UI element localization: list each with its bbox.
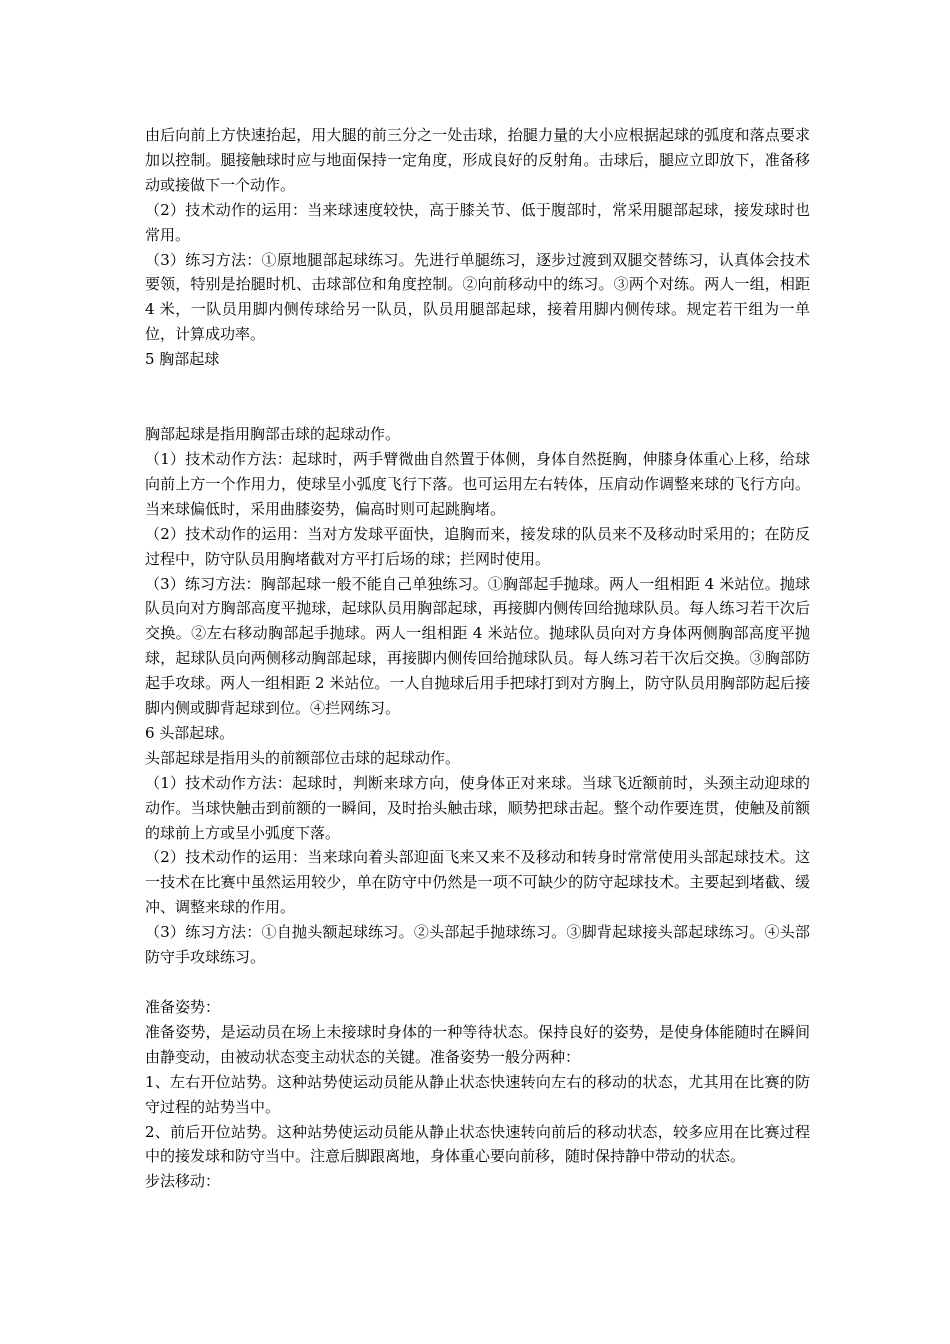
paragraph-head-definition: 头部起球是指用头的前额部位击球的起球动作。 (145, 748, 461, 767)
blank-spacer (145, 970, 810, 995)
paragraph-front-back-stance: 2、前后开位站势。这种站势使运动员能从静止状态快速转向前后的移动状态，较多应用在比赛过程中的接发球和防守当中。注意后脚跟离地，身体重心要向前移，随时保持静中带动的状态。 (145, 1122, 810, 1166)
paragraph-leg-application: （2）技术动作的运用：当来球速度较快，高于膝关节、低于腹部时，常采用腿部起球，接发球时也常用。 (145, 200, 810, 244)
paragraph-ready-stance-definition: 准备姿势，是运动员在场上未接球时身体的一种等待状态。保持良好的姿势，是使身体能随时在瞬间由静变动，由被动状态变主动状态的关键。准备姿势一般分两种： (145, 1022, 810, 1066)
paragraph-chest-application: （2）技术动作的运用：当对方发球平面快，追胸而来，接发球的队员来不及移动时采用的；在防反过程中，防守队员用胸堵截对方平打后场的球；拦网时使用。 (145, 524, 810, 568)
heading-ready-stance: 准备姿势： (145, 998, 221, 1016)
document-page (145, 123, 810, 1194)
heading-chest-pass: 5 胸部起球 (145, 350, 220, 369)
paragraph-lateral-stance: 1、左右开位站势。这种站势使运动员能从静止状态快速转向左右的移动的状态，尤其用在比赛的防守过程的站势当中。 (145, 1072, 810, 1116)
paragraph-chest-definition: 胸部起球是指用胸部击球的起球动作。 (145, 425, 401, 444)
blank-spacer (145, 372, 810, 422)
heading-footwork: 步法移动： (145, 1172, 221, 1191)
paragraph-chest-practice: （3）练习方法：胸部起球一般不能自己单独练习。①胸部起手抛球。两人一组相距 4 米站位。抛球队员向对方胸部高度平抛球，起球队员用胸部起球，再接脚内侧传回给抛球队员。每人练习若干次后交换。②左右移动胸部起手抛球。两人一组相距 4 米站位。抛球队员向对方身体两侧胸部高度平抛球，起球队员向两侧移动胸部起球，再接脚内侧传回给抛球队员。每人练习若干次后交换。③胸部防起手攻球。两人一组相距 2 米站位。一人自抛球后用手把球打到对方胸上，防守队员用胸部防起后接脚内侧或脚背起球到位。④拦网练习。 (145, 574, 810, 718)
paragraph-head-application: （2）技术动作的运用：当来球向着头部迎面飞来又来不及移动和转身时常常使用头部起球技术。这一技术在比赛中虽然运用较少，单在防守中仍然是一项不可缺少的防守起球技术。主要起到堵截、缓冲、调整来球的作用。 (145, 848, 810, 917)
paragraph-leg-practice: （3）练习方法：①原地腿部起球练习。先进行单腿练习，逐步过渡到双腿交替练习，认真体会技术要领，特别是抬腿时机、击球部位和角度控制。②向前移动中的练习。③两个对练。两人一组，相距 4 米，一队员用脚内侧传球给另一队员，队员用腿部起球，接着用脚内侧传球。规定若干组为一单位，计算成功率。 (145, 250, 810, 344)
heading-head-pass: 6 头部起球。 (145, 723, 235, 742)
paragraph-head-technique: （1）技术动作方法：起球时，判断来球方向，使身体正对来球。当球飞近额前时，头颈主动迎球的动作。当球快触击到前额的一瞬间，及时抬头触击球，顺势把球击起。整个动作要连贯，使触及前额的球前上方或呈小弧度下落。 (145, 773, 810, 842)
paragraph-leg-technique-continued: 由后向前上方快速抬起，用大腿的前三分之一处击球，抬腿力量的大小应根据起球的弧度和落点要求加以控制。腿接触球时应与地面保持一定角度，形成良好的反射角。击球后，腿应立即放下，准备移动或接做下一个动作。 (145, 126, 810, 194)
paragraph-head-practice: （3）练习方法：①自抛头额起球练习。②头部起手抛球练习。③脚背起球接头部起球练习。④头部防守手攻球练习。 (145, 923, 810, 967)
paragraph-chest-technique: （1）技术动作方法：起球时，两手臂微曲自然置于体侧，身体自然挺胸，伸膝身体重心上移，给球向前上方一个作用力，使球呈小弧度飞行下落。也可运用左右转体，压肩动作调整来球的飞行方向。当来球偏低时，采用曲膝姿势，偏高时则可起跳胸堵。 (145, 449, 810, 518)
